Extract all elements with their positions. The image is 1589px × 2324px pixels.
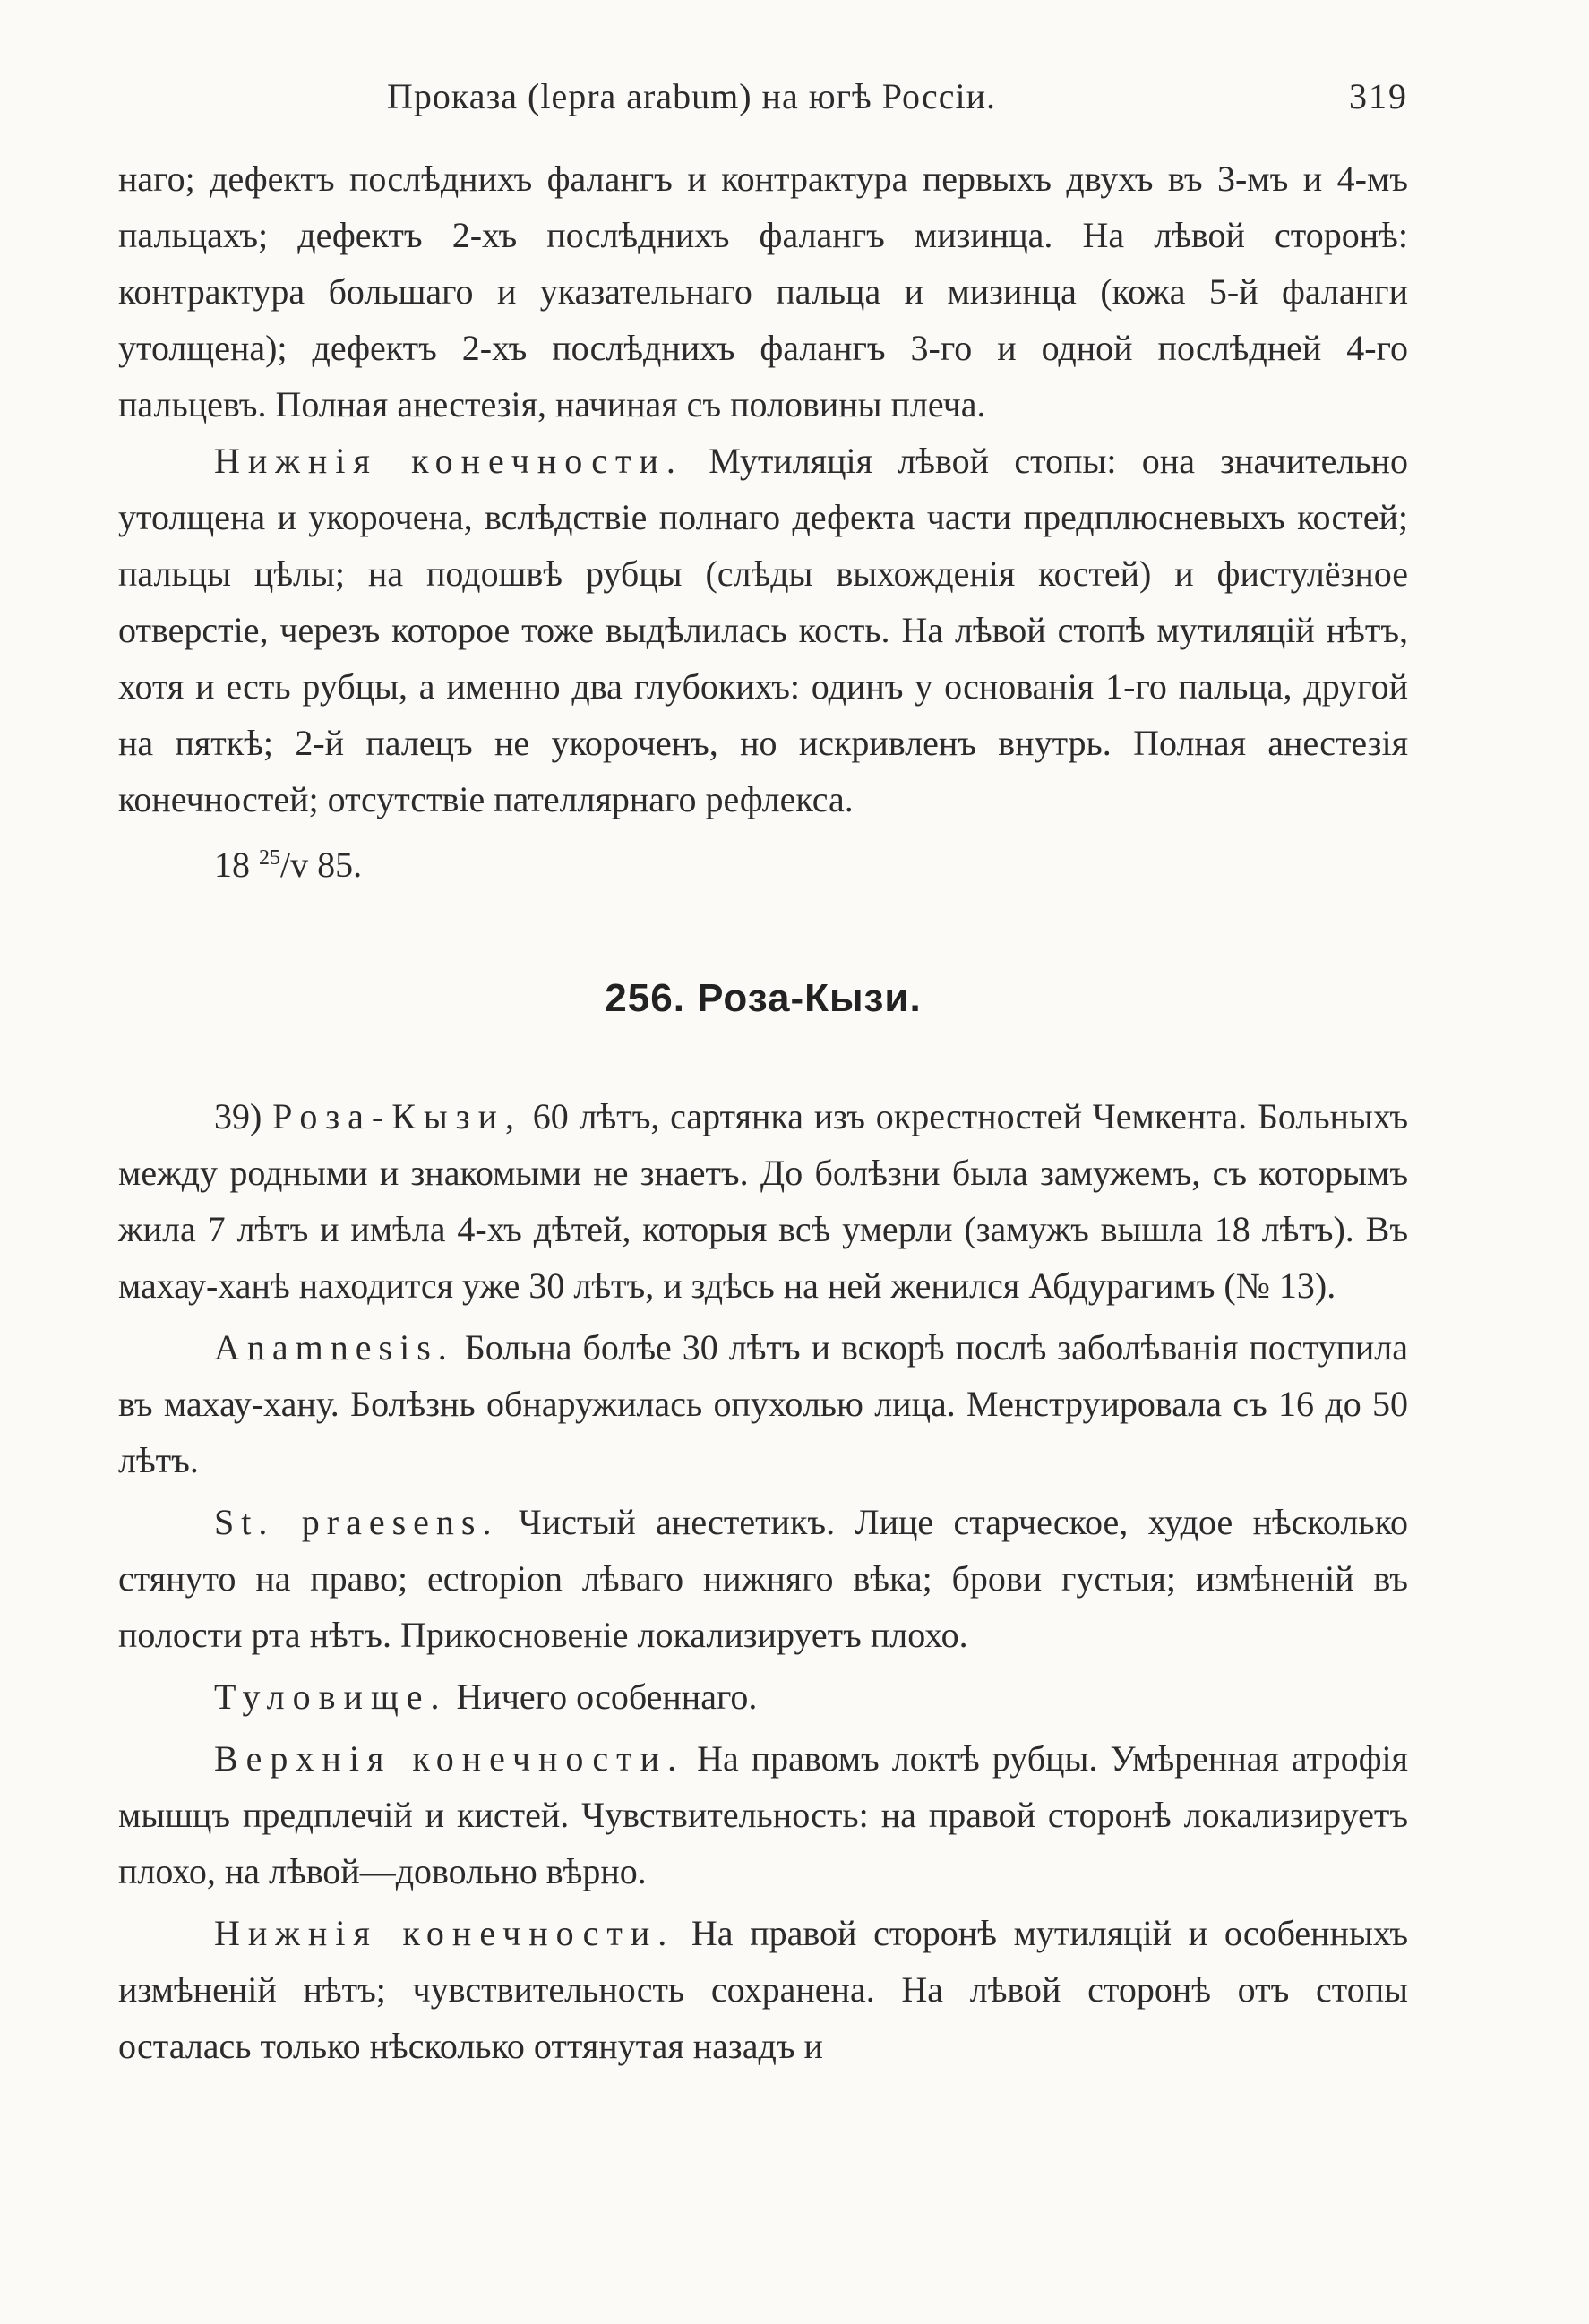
spaced-label: Anamnesis.	[214, 1327, 454, 1368]
paragraph-lower-extremities-2	[118, 1905, 1408, 2074]
paragraph-anamnesis	[118, 1319, 1408, 1488]
date-prefix: 18	[214, 845, 250, 885]
spaced-label: Верхнія конечности.	[214, 1738, 685, 1779]
spaced-label: Туловище.	[214, 1677, 448, 1717]
case-date	[118, 836, 1408, 893]
case-number: 39)	[214, 1096, 273, 1136]
paragraph-status-praesens	[118, 1494, 1408, 1663]
paragraph-text: На правомъ локтѣ рубцы. Умѣренная атрофія мышцъ предплечій и кистей. Чувствительность: на правой сторонѣ локализируетъ плохо, на лѣвой—довольно вѣрно.	[118, 1738, 1409, 1891]
section-heading: 256. Роза-Кызи.	[605, 976, 922, 1020]
date-suffix: /v 85.	[280, 845, 363, 885]
paragraph-text: На правой сторонѣ мутиляцій и особенныхъ измѣненій нѣтъ; чувствительность сохранена. На лѣвой сторонѣ отъ стопы осталась только нѣсколько оттянутая назадъ и	[118, 1913, 1408, 2066]
paragraph-case-intro	[118, 1088, 1408, 1314]
paragraph-text: Чистый анестетикъ. Лице старческое, худое нѣсколько стянуто на право; ectropion лѣваго нижняго вѣка; брови густыя; измѣненій въ полости рта нѣтъ. Прикосновеніе локализируетъ плохо.	[118, 1502, 1408, 1655]
spaced-label: Роза-Кызи,	[272, 1096, 522, 1136]
paragraph-text: наго; дефектъ послѣднихъ фалангъ и контрактура первыхъ двухъ въ 3-мъ и 4-мъ пальцахъ; дефектъ 2-хъ послѣднихъ фалангъ мизинца. На лѣвой сторонѣ: контрактура большаго и указательнаго пальца и мизинца (кожа 5-й фаланги утолщена); дефектъ 2-хъ послѣднихъ фалангъ 3-го и одной послѣдней 4-го пальцевъ. Полная анестезія, начиная съ половины плеча.	[118, 159, 1408, 424]
paragraph-text: Ничего особеннаго.	[447, 1677, 758, 1717]
spaced-label: Нижнія конечности.	[214, 1913, 675, 1953]
spaced-label: St. praesens.	[214, 1502, 499, 1542]
running-header	[118, 70, 1408, 124]
paragraph-text: 60 лѣтъ, сартянка изъ окрестностей Чемкента. Больныхъ между родными и знакомыми не знаетъ. До болѣзни была замужемъ, съ которымъ жила 7 лѣтъ и имѣла 4-хъ дѣтей, которыя всѣ умерли (замужъ вышла 18 лѣтъ). Въ махау-ханѣ находится уже 30 лѣтъ, и здѣсь на ней женился Абдурагимъ (№ 13).	[118, 1096, 1408, 1306]
paragraph-trunk	[118, 1668, 1408, 1725]
page-number: 319	[1349, 76, 1408, 116]
paragraph-text: Больна болѣе 30 лѣтъ и вскорѣ послѣ заболѣванія поступила въ махау-хану. Болѣзнь обнаружилась опухолью лица. Менструировала съ 16 до 50 лѣтъ.	[118, 1327, 1408, 1480]
paragraph-continuation	[118, 150, 1408, 433]
running-title: Проказа (lepra arabum) на югѣ Россіи.	[387, 76, 996, 116]
paragraph-lower-extremities-1	[118, 433, 1408, 828]
spaced-label: Нижнія конечности.	[214, 441, 683, 481]
paragraph-upper-extremities	[118, 1730, 1408, 1900]
paragraph-text: Мутиляція лѣвой стопы: она значительно утолщена и укорочена, вслѣдствіе полнаго дефекта части предплюсневыхъ костей; пальцы цѣлы; на подошвѣ рубцы (слѣды выхожденія костей) и фистулёзное отверстіе, черезъ которое тоже выдѣлилась кость. На лѣвой стопѣ мутиляцій нѣтъ, хотя и есть рубцы, а именно два глубокихъ: одинъ у основанія 1-го пальца, другой на пяткѣ; 2-й палецъ не укороченъ, но искривленъ внутрь. Полная анестезія конечностей; отсутствіе пателлярнаго рефлекса.	[118, 441, 1409, 819]
body-text	[118, 150, 1408, 2074]
date-superscript: 25	[259, 846, 280, 870]
